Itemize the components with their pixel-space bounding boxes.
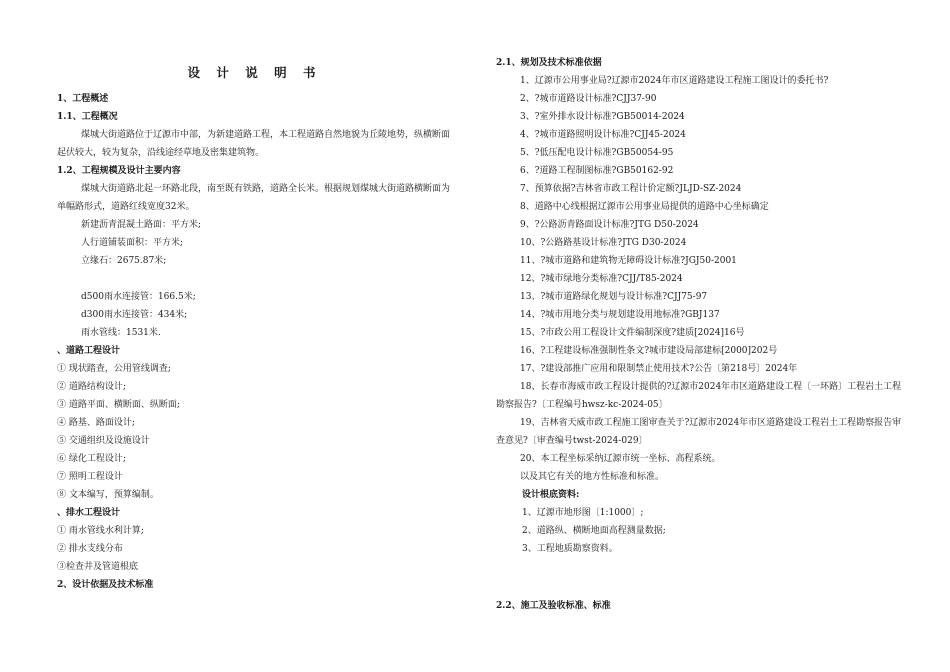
- road-item-4: ④ 路基、路面设计;: [57, 418, 135, 428]
- reference-5: 5、?低压配电设计标准?GB50054-95: [520, 148, 674, 158]
- quantity-rain-pipe: 雨水管线：1531米.: [81, 328, 161, 338]
- reference-14: 14、?城市用地分类与规划建设用地标准?GBJ137: [520, 310, 720, 320]
- reference-2: 2、?城市道路设计标准?CJJ37-90: [520, 94, 657, 104]
- quantity-d300-pipe: d300雨水连接管：434米;: [81, 310, 188, 320]
- reference-18: 18、长春市海威市政工程设计提供的?辽源市2024年市区道路建设工程〔一环路〕工程岩土工程勘察报告?〔工程编号hwsz-kc-2024-05〕: [496, 382, 902, 410]
- section-2-heading: 2、设计依据及技术标准: [57, 580, 154, 590]
- reference-12: 12、?城市绿地分类标准?CJJ/T85-2024: [520, 274, 683, 284]
- road-design-heading: 、道路工程设计: [57, 346, 121, 356]
- quantity-asphalt: 新建沥青混凝土路面：平方米;: [81, 220, 202, 230]
- reference-6: 6、?道路工程制图标准?GB50162-92: [520, 166, 674, 176]
- drainage-design-heading: 、排水工程设计: [57, 508, 121, 518]
- reference-19: 19、吉林省天威市政工程施工图审查关于?辽源市2024年市区道路建设工程岩土工程勘察报告审查意见?〔审查编号twst-2024-029〕: [496, 418, 902, 446]
- road-item-7: ⑦ 照明工程设计: [57, 472, 123, 482]
- reference-9: 9、?公路沥青路面设计标准?JTG D50-2024: [520, 220, 699, 230]
- section-1-2-heading: 1.2、工程规模及设计主要内容: [57, 166, 181, 176]
- quantity-d500-pipe: d500雨水连接管：166.5米;: [81, 292, 196, 302]
- reference-20: 20、本工程坐标采纳辽源市统一坐标、高程系统。: [520, 454, 721, 464]
- reference-15: 15、?市政公用工程设计文件编制深度?建质[2024]16号: [520, 328, 745, 338]
- quantity-curb: 立缘石：2675.87米;: [81, 256, 167, 266]
- drain-item-1: ① 雨水管线水利计算;: [57, 526, 144, 536]
- reference-10: 10、?公路路基设计标准?JTG D30-2024: [520, 238, 687, 248]
- road-item-8: ⑧ 文本编写，预算编制。: [57, 490, 159, 500]
- basis-item-2: 2、道路纵、横断地面高程测量数据;: [522, 526, 666, 536]
- reference-3: 3、?室外排水设计标准?GB50014-2024: [520, 112, 685, 122]
- document-title: 设 计 说 明 书: [187, 65, 322, 80]
- drain-item-2: ② 排水支线分布: [57, 544, 123, 554]
- scale-paragraph: 煤城大街道路北起一环路北段，南至既有铁路，道路全长米。根据规划煤城大街道路横断面为单幅路形式，道路红线宽度32米。: [57, 184, 451, 212]
- section-1-heading: 1、工程概述: [57, 94, 109, 104]
- basis-item-1: 1、辽源市地形图〔1:1000〕;: [522, 508, 644, 518]
- reference-16: 16、?工程建设标准强制性条文?城市建设局部建标[2000]202号: [520, 346, 778, 356]
- reference-11: 11、?城市道路和建筑物无障碍设计标准?JGJ50-2001: [520, 256, 737, 266]
- road-item-1: ① 现状踏查，公用管线调查;: [57, 364, 171, 374]
- section-2-1-heading: 2.1、规划及技术标准依据: [496, 58, 602, 68]
- reference-7: 7、预算依据?吉林省市政工程计价定额?JLJD-SZ-2024: [520, 184, 742, 194]
- reference-13: 13、?城市道路绿化规划与设计标准?CJJ75-97: [520, 292, 708, 302]
- left-column: [57, 63, 452, 594]
- section-2-2-heading: 2.2、施工及验收标准、标准: [496, 601, 611, 611]
- right-column: [496, 54, 906, 615]
- road-item-3: ③ 道路平面、横断面、纵断面;: [57, 400, 180, 410]
- overview-paragraph: 煤城大街道路位于辽源市中部，为新建道路工程，本工程道路自然地貌为丘陵地势，纵横断面起伏较大，较为复杂，沿线途经草地及密集建筑物。: [57, 130, 451, 158]
- reference-other: 以及其它有关的地方性标准和标准。: [520, 472, 665, 482]
- reference-8: 8、道路中心线根据辽源市公用事业局提供的道路中心坐标确定: [520, 202, 769, 212]
- basis-item-3: 3、工程地质勘察资料。: [522, 544, 618, 554]
- reference-4: 4、?城市道路照明设计标准?CJJ45-2024: [520, 130, 686, 140]
- basis-data-heading: 设计根底资料:: [522, 490, 580, 500]
- drain-item-3: ③检查井及管道根底: [57, 562, 139, 572]
- road-item-2: ② 道路结构设计;: [57, 382, 126, 392]
- section-1-1-heading: 1.1、工程概况: [57, 112, 118, 122]
- road-item-5: ⑤ 交通组织及设施设计: [57, 436, 150, 446]
- reference-1: 1、辽源市公用事业局?辽源市2024年市区道路建设工程施工图设计的委托书?: [520, 76, 829, 86]
- quantity-sidewalk: 人行道铺装面积：平方米;: [81, 238, 184, 248]
- reference-17: 17、?建设部推广应用和限制禁止使用技术?公告〔第218号〕2024年: [520, 364, 798, 374]
- road-item-6: ⑥ 绿化工程设计;: [57, 454, 126, 464]
